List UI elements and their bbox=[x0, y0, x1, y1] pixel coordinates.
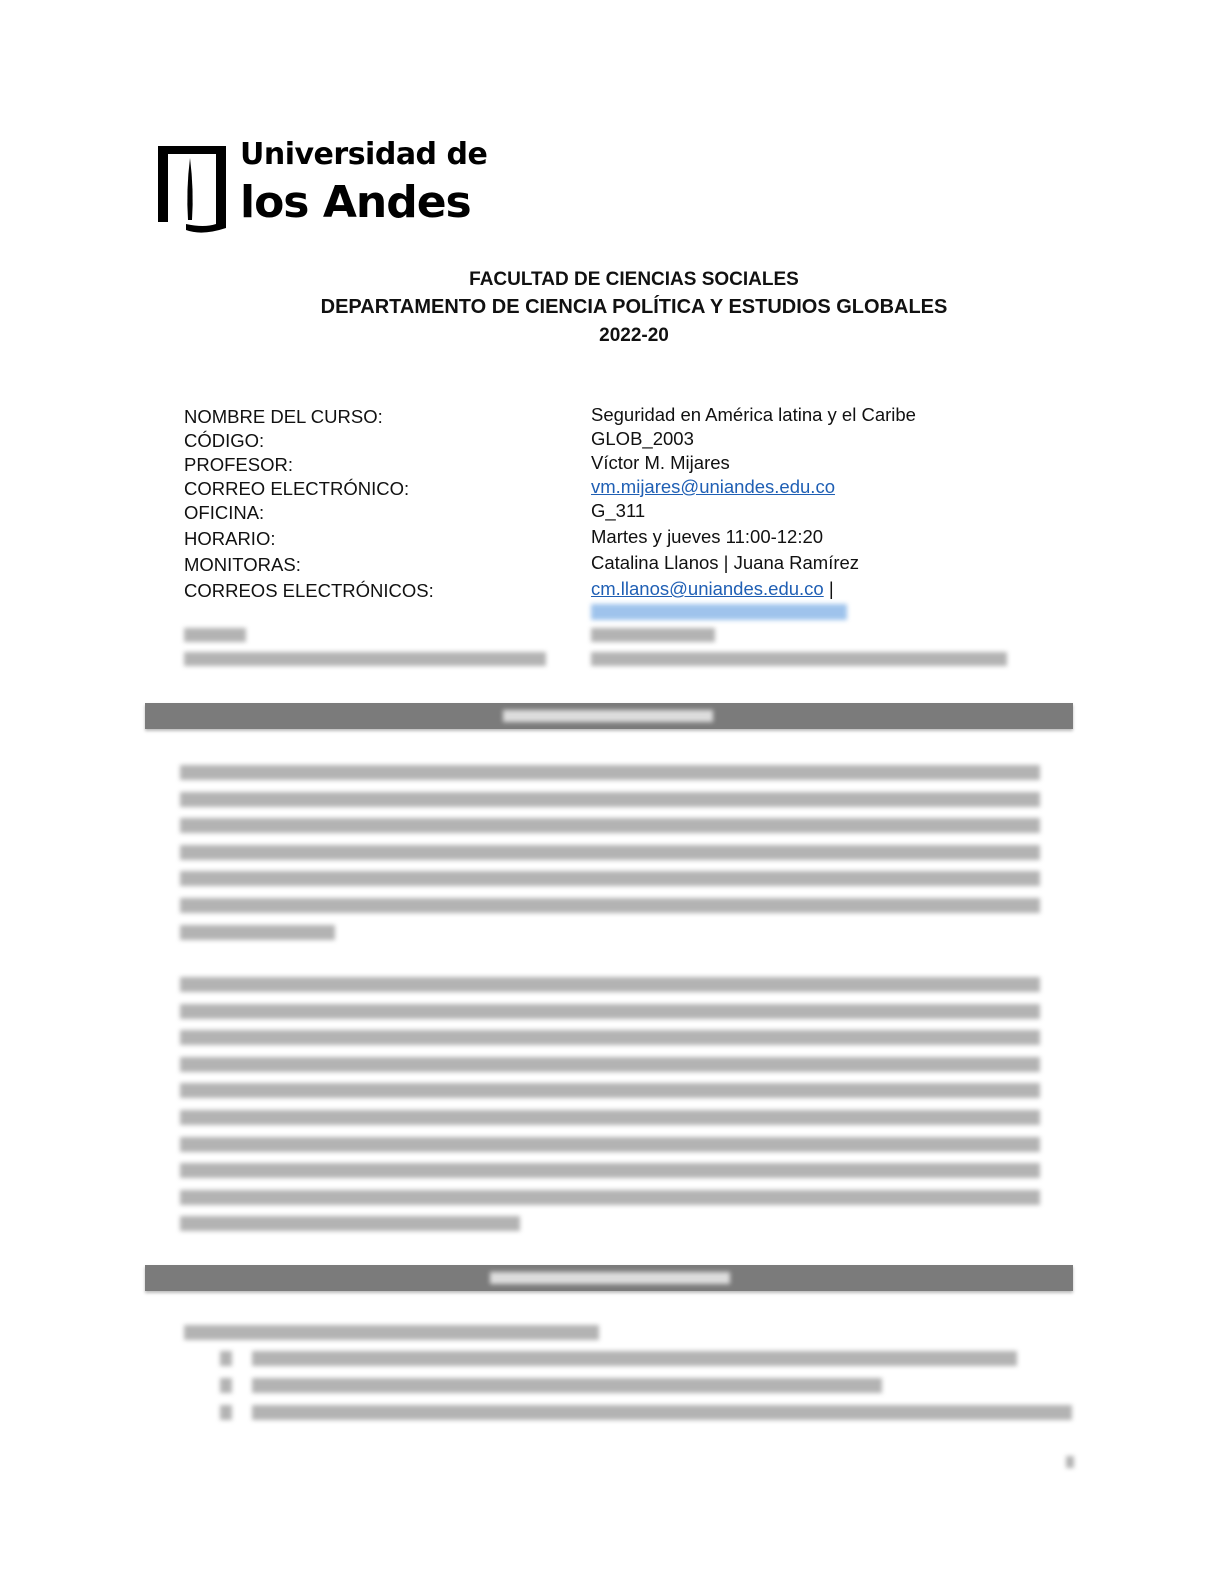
info-label: OFICINA: bbox=[184, 502, 265, 523]
redacted-line bbox=[252, 1405, 1072, 1420]
info-label: HORARIO: bbox=[184, 528, 276, 549]
redacted-line bbox=[180, 1004, 1040, 1019]
redacted-line bbox=[180, 1083, 1040, 1098]
section-bar-description bbox=[145, 703, 1073, 729]
info-label: MONITORAS: bbox=[184, 554, 301, 575]
page-number bbox=[1066, 1456, 1074, 1468]
redacted-line bbox=[220, 1351, 232, 1366]
redacted-line bbox=[180, 898, 1040, 913]
redacted-line bbox=[180, 1163, 1040, 1178]
redacted-row bbox=[591, 628, 715, 642]
info-label: CORREO ELECTRÓNICO: bbox=[184, 478, 410, 499]
info-value-text: GLOB_2003 bbox=[591, 428, 694, 449]
redacted-line bbox=[184, 1325, 599, 1340]
info-value-text: Seguridad en América latina y el Caribe bbox=[591, 404, 916, 425]
info-value bbox=[591, 526, 823, 547]
redacted-row bbox=[184, 628, 246, 642]
redacted-line bbox=[180, 818, 1040, 833]
redacted-email bbox=[591, 604, 847, 620]
info-value bbox=[591, 500, 645, 521]
info-value-text: Catalina Llanos | Juana Ramírez bbox=[591, 552, 860, 573]
redacted-line bbox=[180, 845, 1040, 860]
info-value bbox=[591, 578, 834, 599]
faculty-heading: FACULTAD DE CIENCIAS SOCIALES bbox=[469, 269, 799, 290]
redacted-line bbox=[180, 1057, 1040, 1072]
redacted-row bbox=[184, 652, 546, 666]
info-value bbox=[591, 552, 859, 573]
info-value bbox=[591, 428, 694, 449]
redacted-line bbox=[220, 1405, 232, 1420]
redacted-line bbox=[180, 1137, 1040, 1152]
university-logo bbox=[152, 137, 488, 238]
info-value-text: Víctor M. Mijares bbox=[591, 452, 730, 473]
info-label: CÓDIGO: bbox=[184, 430, 265, 451]
redacted-row bbox=[591, 652, 1007, 666]
logo-line-2: los Andes bbox=[240, 177, 471, 228]
redacted-line bbox=[180, 765, 1040, 780]
info-value bbox=[591, 404, 916, 425]
redacted-line bbox=[180, 1216, 520, 1231]
redacted-line bbox=[180, 1030, 1040, 1045]
department-heading: DEPARTAMENTO DE CIENCIA POLÍTICA Y ESTUDIOS GLOBALES bbox=[320, 296, 948, 318]
separator: | bbox=[823, 578, 834, 599]
redacted-line bbox=[180, 925, 335, 940]
redacted-line bbox=[180, 1110, 1040, 1125]
info-label: CORREOS ELECTRÓNICOS: bbox=[184, 580, 434, 601]
info-value-text: Martes y jueves 11:00-12:20 bbox=[591, 526, 824, 547]
redacted-line bbox=[180, 792, 1040, 807]
redacted-line bbox=[220, 1378, 232, 1393]
info-value bbox=[591, 476, 835, 497]
redacted-line bbox=[180, 871, 1040, 886]
logo-shield-icon bbox=[152, 140, 232, 235]
logo-line-1: Universidad de bbox=[240, 137, 488, 172]
redacted-line bbox=[252, 1351, 1017, 1366]
section-bar-objectives bbox=[145, 1265, 1073, 1291]
redacted-line bbox=[180, 1190, 1040, 1205]
info-label: PROFESOR: bbox=[184, 454, 293, 475]
email-link[interactable]: cm.llanos@uniandes.edu.co bbox=[591, 578, 824, 599]
info-label: NOMBRE DEL CURSO: bbox=[184, 406, 383, 427]
info-value bbox=[591, 452, 730, 473]
redacted-line bbox=[180, 977, 1040, 992]
info-value-text: G_311 bbox=[591, 500, 646, 521]
term-heading: 2022-20 bbox=[599, 325, 669, 346]
email-link[interactable]: vm.mijares@uniandes.edu.co bbox=[591, 476, 835, 497]
redacted-line bbox=[252, 1378, 882, 1393]
